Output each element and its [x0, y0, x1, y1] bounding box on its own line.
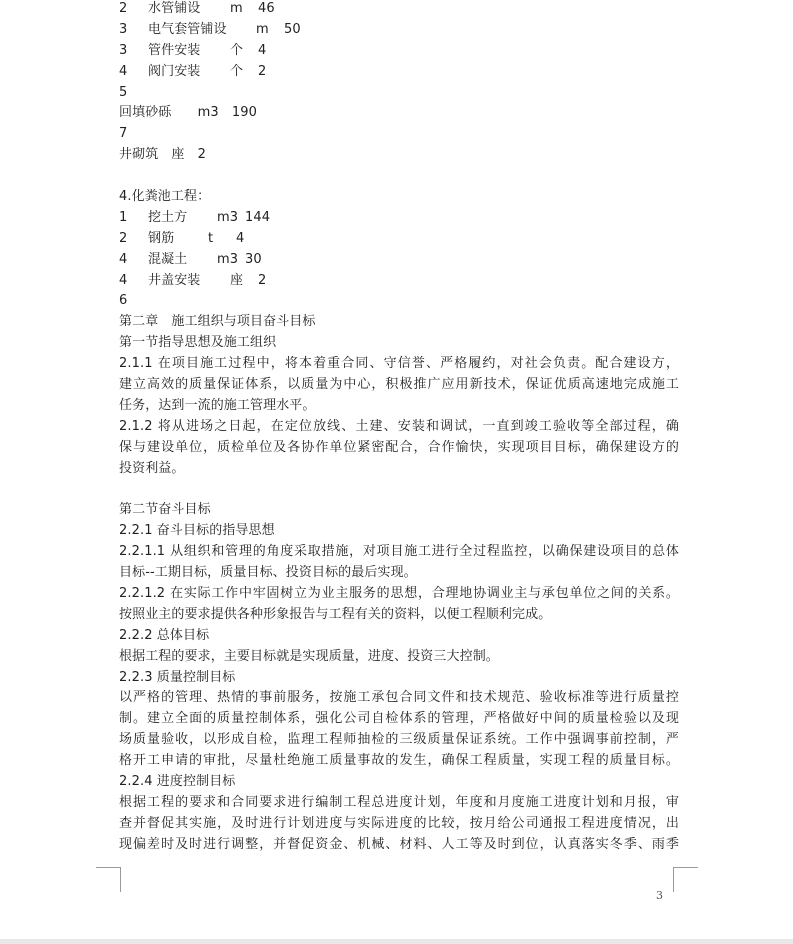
- text-line: 井砌筑 座 2: [119, 147, 206, 163]
- page-bottom-divider: [0, 939, 793, 944]
- paragraph-line: 2.2.1.2 在实际工作中牢固树立为业主服务的思想，合理地协调业主与承包单位之间的关系。: [119, 585, 679, 601]
- item-row: [119, 229, 679, 250]
- item-name: 钢筋: [148, 230, 175, 246]
- paragraph-line: 现偏差时及时进行调整，并督促资金、机械、材料、人工等及时到位，认真落实冬季、雨季: [119, 836, 679, 852]
- text-line: 4.化粪池工程：: [119, 189, 211, 205]
- item-unit: t: [208, 230, 214, 246]
- item-name: 挖土方: [148, 209, 188, 225]
- text-line: 投资利益。: [119, 460, 185, 476]
- item-unit: m3: [217, 251, 239, 267]
- item-row: [119, 62, 679, 83]
- item-unit: 个: [230, 63, 244, 79]
- text-line: 目标--工期目标，质量目标、投资目标的最后实现。: [119, 565, 417, 581]
- item-number: 4: [119, 251, 128, 267]
- blank-line: [119, 166, 679, 187]
- item-unit: 座: [230, 272, 244, 288]
- text-line: 7: [119, 126, 128, 142]
- text-line: 5: [119, 84, 128, 100]
- paragraph-line: 2.1.1 在项目施工过程中，将本着重合同、守信誉、严格履约，对社会负责。配合建设方，: [119, 356, 679, 372]
- page-number: 3: [656, 889, 663, 902]
- item-quantity: 4: [258, 42, 267, 58]
- text-line: 按照业主的要求提供各种形象报告与工程有关的资料，以便工程顺利完成。: [119, 606, 552, 622]
- item-quantity: 50: [284, 21, 301, 37]
- item-number: 2: [119, 230, 128, 246]
- paragraph-line: 制。建立全面的质量控制体系，强化公司自检体系的管理，严格做好中间的质量检验以及现: [119, 711, 679, 727]
- item-unit: 个: [230, 42, 244, 58]
- item-number: 4: [119, 272, 128, 288]
- item-name: 水管铺设: [148, 1, 201, 16]
- text-line: 6: [119, 293, 128, 309]
- item-row: [119, 0, 679, 20]
- paragraph-line: 根据工程的要求和合同要求进行编制工程总进度计划，年度和月度施工进度计划和月报，审: [119, 794, 679, 810]
- paragraph-line: 查并督促其实施，及时进行计划进度与实际进度的比较，按月给公司通报工程进度情况，出: [119, 815, 679, 831]
- paragraph-line: 以严格的管理、热情的事前服务，按施工承包合同文件和技术规范、验收标准等进行质量控: [119, 690, 679, 706]
- item-number: 1: [119, 209, 128, 225]
- item-unit: m: [230, 1, 243, 16]
- document-body: [119, 0, 679, 856]
- item-row: [119, 208, 679, 229]
- paragraph-line: 2.2.1.1 从组织和管理的角度采取措施，对项目施工进行全过程监控，以确保建设项目的总体: [119, 544, 679, 560]
- item-row: [119, 250, 679, 271]
- text-line: 2.2.2 总体目标: [119, 627, 210, 643]
- text-line: 第二节奋斗目标: [119, 502, 211, 518]
- paragraph-line: 保与建设单位，质检单位及各协作单位紧密配合，合作愉快，实现项目目标，确保建设方的: [119, 439, 679, 455]
- item-quantity: 2: [258, 272, 267, 288]
- item-row: [119, 41, 679, 62]
- paragraph-line: 2.1.2 将从进场之日起，在定位放线、土建、安装和调试，一直到竣工验收等全部过程，确: [119, 418, 679, 434]
- item-name: 阀门安装: [148, 63, 201, 79]
- paragraph-line: 建立高效的质量保证体系，以质量为中心，积极推广应用新技术，保证优质高速地完成施工: [119, 377, 679, 393]
- page-corner-mark-right: [673, 867, 698, 892]
- text-line: 2.2.1 奋斗目标的指导思想: [119, 523, 275, 539]
- item-row: [119, 271, 679, 292]
- paragraph-line: 格开工申请的审批，尽量杜绝施工质量事故的发生，确保工程质量，实现工程的质量目标。: [119, 753, 679, 769]
- text-line: 回填砂砾 m3 190: [119, 105, 257, 121]
- paragraph-line: 场质量验收，以形成自检，监理工程师抽检的三级质量保证系统。工作中强调事前控制，严: [119, 732, 679, 748]
- item-number: 4: [119, 63, 128, 79]
- text-line: 2.2.4 进度控制目标: [119, 773, 236, 789]
- item-number: 3: [119, 42, 128, 58]
- item-row: [119, 20, 679, 41]
- page-corner-mark-left: [96, 867, 121, 892]
- item-name: 混凝土: [148, 251, 188, 267]
- item-name: 管件安装: [148, 42, 201, 58]
- item-number: 2: [119, 1, 128, 16]
- item-quantity: 144: [245, 209, 271, 225]
- item-quantity: 2: [258, 63, 267, 79]
- text-line: 2.2.3 质量控制目标: [119, 669, 236, 685]
- item-quantity: 4: [236, 230, 245, 246]
- text-line: 任务，达到一流的施工管理水平。: [119, 397, 316, 413]
- item-name: 井盖安装: [148, 272, 201, 288]
- text-line: 根据工程的要求，主要目标就是实现质量，进度、投资三大控制。: [119, 648, 499, 664]
- text-line: 第一节指导思想及施工组织: [119, 335, 277, 351]
- item-unit: m: [256, 21, 269, 37]
- item-quantity: 30: [245, 251, 262, 267]
- text-line: 第二章 施工组织与项目奋斗目标: [119, 314, 316, 330]
- item-unit: m3: [217, 209, 239, 225]
- blank-line: [119, 479, 679, 500]
- item-quantity: 46: [258, 1, 275, 16]
- item-name: 电气套管铺设: [148, 21, 227, 37]
- item-number: 3: [119, 21, 128, 37]
